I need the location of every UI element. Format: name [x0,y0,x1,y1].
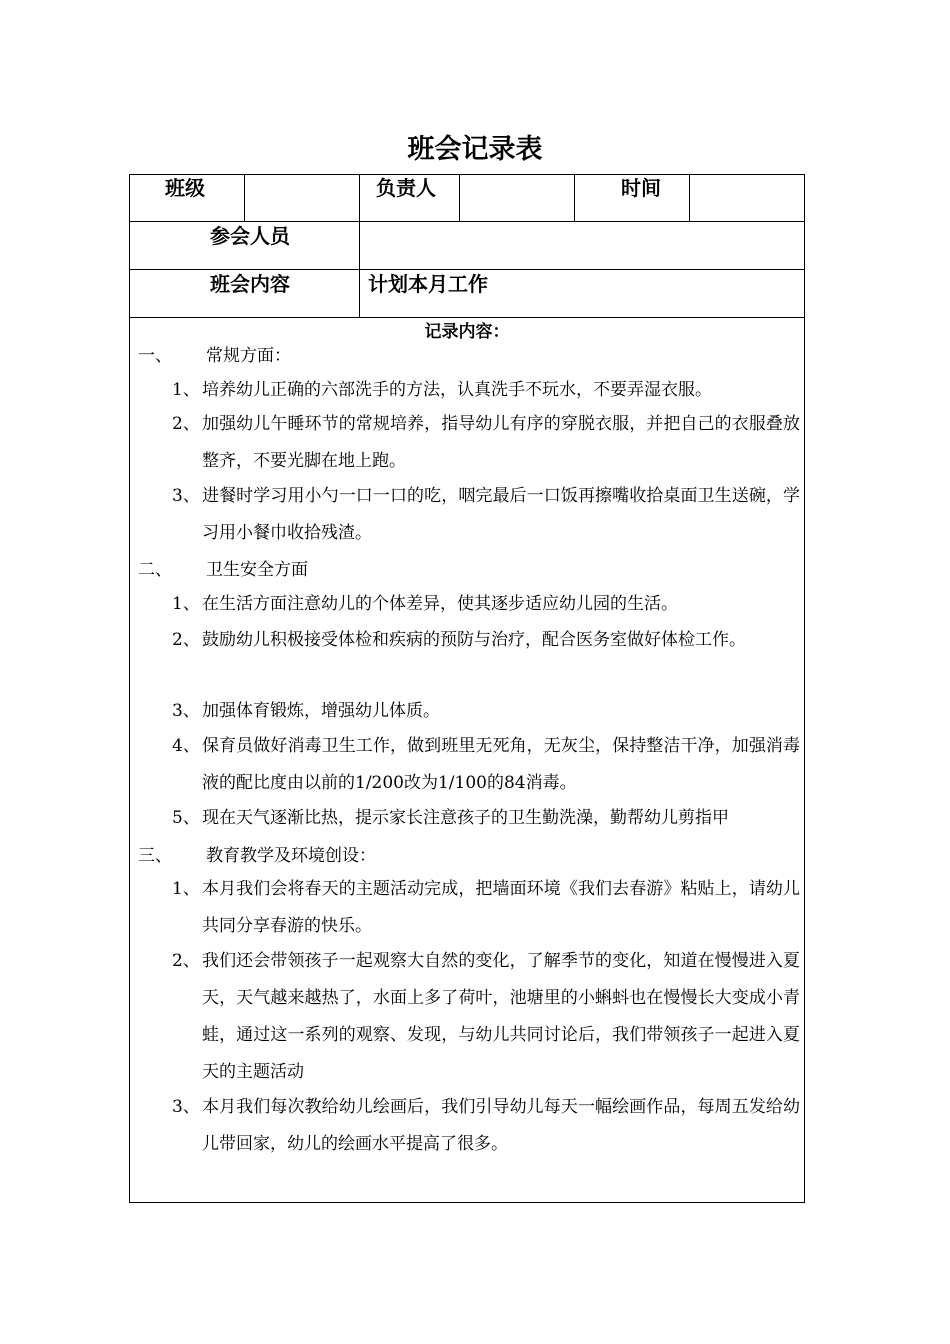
item-text: 现在天气逐渐比热，提示家长注意孩子的卫生勤洗澡，勤帮幼儿剪指甲 [202,808,729,828]
table-divider [689,174,690,221]
leader-label: 负责人 [376,176,436,200]
item-number: 3、 [172,1097,200,1117]
section-number: 一、 [138,346,172,366]
attendees-label: 参会人员 [210,224,290,248]
meeting-content-value[interactable]: 计划本月工作 [368,272,488,296]
item-number: 5、 [172,808,200,828]
section-title: 常规方面： [206,346,291,366]
item-number: 1、 [172,380,200,400]
list-item [172,406,800,480]
list-item [172,693,800,730]
item-number: 2、 [172,414,200,434]
time-label: 时间 [621,176,661,200]
list-item [172,586,800,623]
list-item [172,1089,800,1163]
item-number: 3、 [172,486,200,506]
table-divider [244,174,245,221]
section-title: 卫生安全方面 [206,560,308,580]
list-item [172,943,800,1091]
class-label: 班级 [165,176,205,200]
item-text: 本月我们每次教给幼儿绘画后，我们引导幼儿每天一幅绘画作品，每周五发给幼儿带回家，幼儿的绘画水平提高了很多。 [202,1097,800,1154]
item-number: 1、 [172,879,200,899]
list-item [172,622,800,659]
table-divider [574,174,575,221]
item-number: 2、 [172,630,200,650]
meeting-content-label: 班会内容 [210,272,290,296]
section-heading [138,844,376,868]
item-number: 3、 [172,701,200,721]
item-text: 本月我们会将春天的主题活动完成，把墙面环境《我们去春游》粘贴上，请幼儿共同分享春游的快乐。 [202,879,800,936]
table-divider [129,269,805,270]
section-title: 教育教学及环境创设： [206,846,376,866]
item-text: 我们还会带领孩子一起观察大自然的变化，了解季节的变化，知道在慢慢进入夏天，天气越来越热了，水面上多了荷叶，池塘里的小蝌蚪也在慢慢长大变成小青蛙，通过这一系列的观察、发现，与幼儿共同讨论后，我们带领孩子一起进入夏天的主题活动 [202,951,800,1082]
item-text: 在生活方面注意幼儿的个体差异，使其逐步适应幼儿园的生活。 [202,594,678,614]
page-title: 班会记录表 [407,134,543,165]
item-text: 保育员做好消毒卫生工作，做到班里无死角，无灰尘，保持整洁干净，加强消毒液的配比度由以前的1/200改为1/100的84消毒。 [202,736,800,793]
list-item [172,478,800,552]
item-text: 培养幼儿正确的六部洗手的方法，认真洗手不玩水，不要弄湿衣服。 [202,380,712,400]
section-heading [138,344,291,368]
item-text: 进餐时学习用小勺一口一口的吃，咽完最后一口饭再擦嘴收拾桌面卫生送碗，学习用小餐巾收拾残渣。 [202,486,800,543]
table-divider [129,221,805,222]
table-divider [359,174,360,317]
list-item [172,800,800,837]
table-divider [129,317,805,318]
section-number: 三、 [138,846,172,866]
list-item [172,871,800,945]
section-number: 二、 [138,560,172,580]
section-heading [138,558,308,582]
list-item [172,728,800,802]
list-item [172,372,800,409]
item-number: 4、 [172,736,200,756]
item-number: 1、 [172,594,200,614]
item-text: 加强幼儿午睡环节的常规培养，指导幼儿有序的穿脱衣服，并把自己的衣服叠放整齐，不要光脚在地上跑。 [202,414,800,471]
item-number: 2、 [172,951,200,971]
item-text: 鼓励幼儿积极接受体检和疾病的预防与治疗，配合医务室做好体检工作。 [202,630,746,650]
record-heading: 记录内容： [424,322,510,342]
item-text: 加强体育锻炼，增强幼儿体质。 [202,701,440,721]
table-divider [459,174,460,221]
